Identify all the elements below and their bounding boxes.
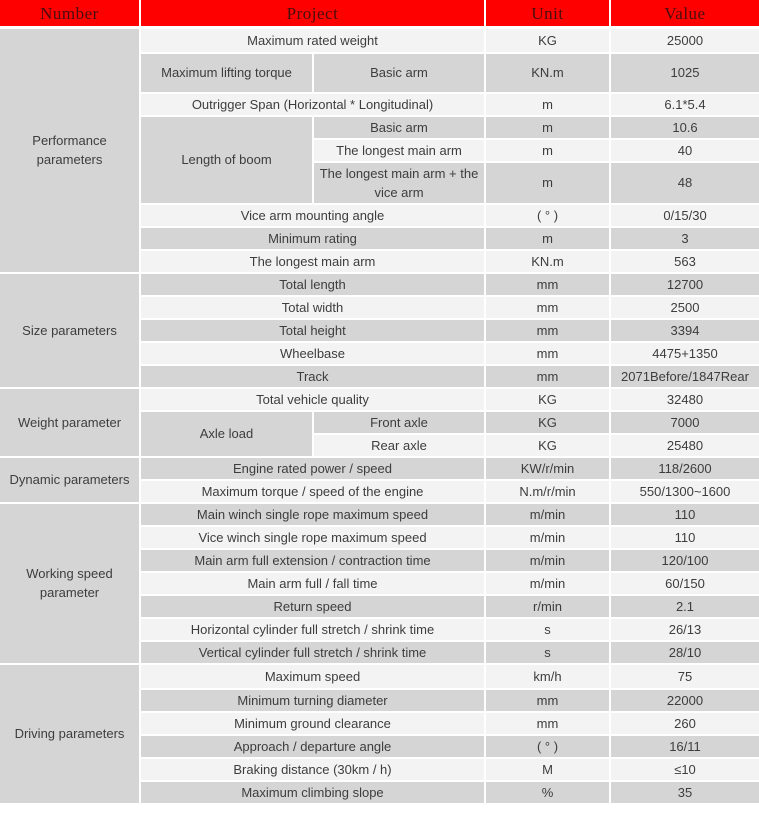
value-cell: 10.6 bbox=[610, 116, 759, 139]
value-cell: 110 bbox=[610, 503, 759, 526]
unit-cell: m bbox=[485, 227, 610, 250]
value-cell: 35 bbox=[610, 781, 759, 803]
project-group-cell: Axle load bbox=[140, 411, 313, 457]
unit-cell: mm bbox=[485, 712, 610, 735]
unit-cell: KG bbox=[485, 28, 610, 53]
unit-cell: ( ° ) bbox=[485, 204, 610, 227]
value-cell: ≤10 bbox=[610, 758, 759, 781]
unit-cell: KW/r/min bbox=[485, 457, 610, 480]
sub-project-cell: Front axle bbox=[313, 411, 485, 434]
value-cell: 2500 bbox=[610, 296, 759, 319]
value-cell: 12700 bbox=[610, 273, 759, 296]
project-cell: Braking distance (30km / h) bbox=[140, 758, 485, 781]
table-row bbox=[0, 273, 759, 296]
project-cell: Engine rated power / speed bbox=[140, 457, 485, 480]
unit-cell: m bbox=[485, 139, 610, 162]
project-cell: Main arm full / fall time bbox=[140, 572, 485, 595]
value-cell: 4475+1350 bbox=[610, 342, 759, 365]
value-cell: 26/13 bbox=[610, 618, 759, 641]
project-cell: Total length bbox=[140, 273, 485, 296]
unit-cell: mm bbox=[485, 689, 610, 712]
sub-project-cell: Rear axle bbox=[313, 434, 485, 457]
sub-project-cell: Basic arm bbox=[313, 116, 485, 139]
value-cell: 22000 bbox=[610, 689, 759, 712]
value-cell: 7000 bbox=[610, 411, 759, 434]
unit-cell: ( ° ) bbox=[485, 735, 610, 758]
value-cell: 120/100 bbox=[610, 549, 759, 572]
header-cell-unit: Unit bbox=[485, 0, 610, 28]
value-cell: 260 bbox=[610, 712, 759, 735]
project-cell: Vice arm mounting angle bbox=[140, 204, 485, 227]
value-cell: 25480 bbox=[610, 434, 759, 457]
value-cell: 6.1*5.4 bbox=[610, 93, 759, 116]
unit-cell: m/min bbox=[485, 572, 610, 595]
section-cell-size: Size parameters bbox=[0, 273, 140, 388]
project-cell: Maximum torque / speed of the engine bbox=[140, 480, 485, 503]
project-cell: Maximum climbing slope bbox=[140, 781, 485, 803]
section-cell-driving: Driving parameters bbox=[0, 664, 140, 803]
unit-cell: m bbox=[485, 116, 610, 139]
unit-cell: s bbox=[485, 641, 610, 664]
value-cell: 3394 bbox=[610, 319, 759, 342]
unit-cell: km/h bbox=[485, 664, 610, 689]
project-cell: Track bbox=[140, 365, 485, 388]
value-cell: 32480 bbox=[610, 388, 759, 411]
sub-project-cell: The longest main arm + the vice arm bbox=[313, 162, 485, 204]
table-row bbox=[0, 457, 759, 480]
project-cell: Vertical cylinder full stretch / shrink time bbox=[140, 641, 485, 664]
table-row bbox=[0, 503, 759, 526]
value-cell: 2.1 bbox=[610, 595, 759, 618]
project-cell: Minimum turning diameter bbox=[140, 689, 485, 712]
value-cell: 110 bbox=[610, 526, 759, 549]
table-row bbox=[0, 388, 759, 411]
header-cell-number: Number bbox=[0, 0, 140, 28]
unit-cell: KG bbox=[485, 411, 610, 434]
unit-cell: % bbox=[485, 781, 610, 803]
unit-cell: KG bbox=[485, 434, 610, 457]
project-cell: Total width bbox=[140, 296, 485, 319]
unit-cell: mm bbox=[485, 296, 610, 319]
value-cell: 118/2600 bbox=[610, 457, 759, 480]
value-cell: 16/11 bbox=[610, 735, 759, 758]
project-cell: Total vehicle quality bbox=[140, 388, 485, 411]
unit-cell: s bbox=[485, 618, 610, 641]
value-cell: 60/150 bbox=[610, 572, 759, 595]
project-cell: The longest main arm bbox=[140, 250, 485, 273]
value-cell: 563 bbox=[610, 250, 759, 273]
project-cell: Maximum rated weight bbox=[140, 28, 485, 53]
unit-cell: N.m/r/min bbox=[485, 480, 610, 503]
section-cell-working-speed: Working speed parameter bbox=[0, 503, 140, 664]
project-cell: Approach / departure angle bbox=[140, 735, 485, 758]
section-cell-performance: Performance parameters bbox=[0, 28, 140, 273]
value-cell: 75 bbox=[610, 664, 759, 689]
value-cell: 48 bbox=[610, 162, 759, 204]
unit-cell: r/min bbox=[485, 595, 610, 618]
project-cell: Vice winch single rope maximum speed bbox=[140, 526, 485, 549]
unit-cell: mm bbox=[485, 365, 610, 388]
unit-cell: m/min bbox=[485, 549, 610, 572]
header-row bbox=[0, 0, 759, 28]
sub-project-cell: The longest main arm bbox=[313, 139, 485, 162]
sub-project-cell: Basic arm bbox=[313, 53, 485, 93]
table-row bbox=[0, 28, 759, 53]
project-cell: Main arm full extension / contraction time bbox=[140, 549, 485, 572]
unit-cell: mm bbox=[485, 273, 610, 296]
unit-cell: KG bbox=[485, 388, 610, 411]
unit-cell: m/min bbox=[485, 526, 610, 549]
value-cell: 2071Before/1847Rear bbox=[610, 365, 759, 388]
unit-cell: M bbox=[485, 758, 610, 781]
unit-cell: mm bbox=[485, 342, 610, 365]
header-cell-value: Value bbox=[610, 0, 759, 28]
project-cell: Minimum ground clearance bbox=[140, 712, 485, 735]
project-cell: Main winch single rope maximum speed bbox=[140, 503, 485, 526]
section-cell-dynamic: Dynamic parameters bbox=[0, 457, 140, 503]
unit-cell: KN.m bbox=[485, 250, 610, 273]
unit-cell: m/min bbox=[485, 503, 610, 526]
unit-cell: m bbox=[485, 162, 610, 204]
project-cell: Return speed bbox=[140, 595, 485, 618]
value-cell: 1025 bbox=[610, 53, 759, 93]
unit-cell: m bbox=[485, 93, 610, 116]
project-cell: Outrigger Span (Horizontal * Longitudinal) bbox=[140, 93, 485, 116]
project-group-cell: Maximum lifting torque bbox=[140, 53, 313, 93]
section-cell-weight: Weight parameter bbox=[0, 388, 140, 457]
value-cell: 28/10 bbox=[610, 641, 759, 664]
value-cell: 0/15/30 bbox=[610, 204, 759, 227]
value-cell: 25000 bbox=[610, 28, 759, 53]
value-cell: 3 bbox=[610, 227, 759, 250]
unit-cell: KN.m bbox=[485, 53, 610, 93]
project-cell: Wheelbase bbox=[140, 342, 485, 365]
table-row bbox=[0, 664, 759, 689]
project-cell: Horizontal cylinder full stretch / shrink time bbox=[140, 618, 485, 641]
value-cell: 550/1300~1600 bbox=[610, 480, 759, 503]
project-cell: Total height bbox=[140, 319, 485, 342]
project-cell: Maximum speed bbox=[140, 664, 485, 689]
unit-cell: mm bbox=[485, 319, 610, 342]
project-cell: Minimum rating bbox=[140, 227, 485, 250]
project-group-cell: Length of boom bbox=[140, 116, 313, 204]
value-cell: 40 bbox=[610, 139, 759, 162]
header-cell-project: Project bbox=[140, 0, 485, 28]
